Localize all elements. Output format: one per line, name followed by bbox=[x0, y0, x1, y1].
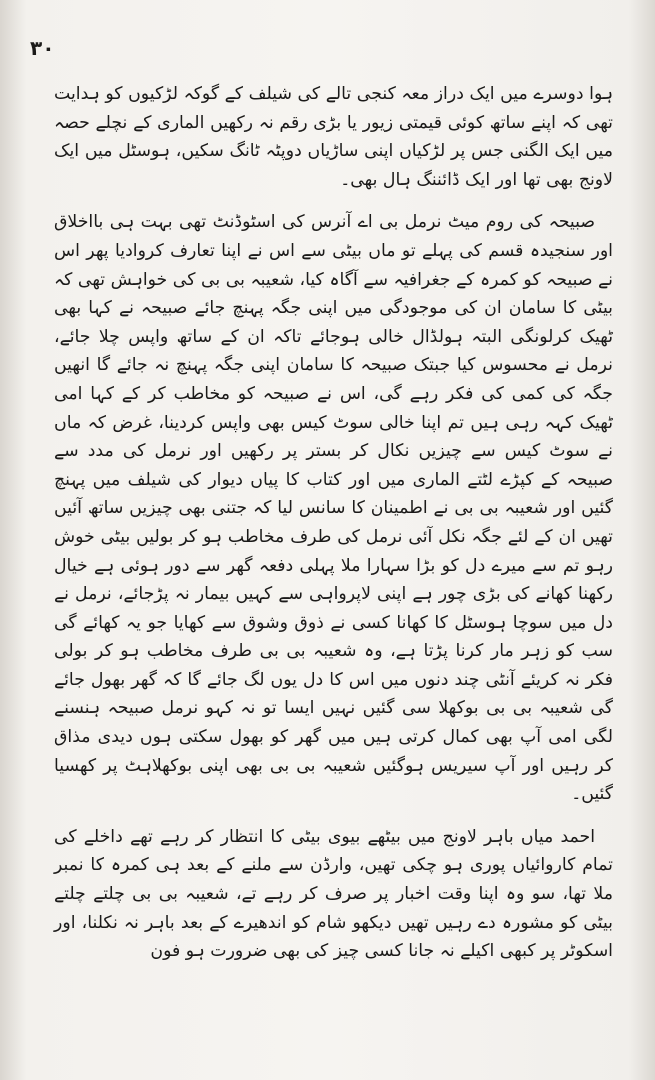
paragraph-3: احمد میاں باہر لاونج میں بیٹھے بیوی بیٹی کا انتظار کر رہے تھے داخلے کی تمام کاروائیاں پوری ہو چکی تھیں، وارڈن سے ملنے کے بعد ہی کمرہ کا نمبر ملا تھا، سو وہ اپنا وقت اخبار پر صرف کر رہے تے، شعیبہ بی بی چلتے چلتے بیٹی کو مشورہ دے رہیں تھیں دیکھو شام کو اندھیرے کے بعد باہر نہ نکلنا، اور اسکوٹر پر کبھی اکیلے نہ جانا کسی چیز کی بھی ضرورت ہو فون bbox=[54, 826, 613, 962]
paragraph-1: ہوا دوسرے میں ایک دراز معہ کنجی تالے کی شیلف کے گوکہ لڑکیوں کو ہدایت تھی کہ اپنے ساتھ کوئی قیمتی زیور یا بڑی رقم نہ رکھیں الماری کے نچلے حصہ میں ایک الگنی جس پر لڑکیاں اپنی ساڑیاں دوپٹہ ٹانگ سکیں، ہوسٹل میں ایک لاونج بھی تھا اور ایک ڈائننگ ہال بھی۔ bbox=[54, 84, 613, 190]
page-body-text bbox=[54, 80, 613, 980]
paragraph-2: صبیحہ کی روم میٹ نرمل بی اے آنرس کی اسٹوڈنٹ تھی بہت ہی بااخلاق اور سنجیدہ قسم کی پہلے تو ماں بیٹی سے اس نے اپنا تعارف کروادیا پھر اس نے صبیحہ کو کمرہ کے جغرافیہ سے آگاہ کیا، شعیبہ بی بی کی خواہش تھی کہ بیٹی کا سامان ان کی موجودگی میں اپنی جگہ پہنچ جائے صبیحہ نے کہا بھی ٹھیک کرلونگی البتہ ہولڈال خالی ہوجائے تاکہ ان کے ساتھ واپس چلا جائے، نرمل نے محسوس کیا جبتک صبیحہ کا سامان اپنی جگہ پہنچ نہ جائے گا انھیں جگہ کی کمی کی فکر رہے گی، اس نے صبیحہ کو مخاطب کر کے کہا امی ٹھیک کہہ رہی ہیں تم اپنا خالی سوٹ کیس بھی واپس کردینا، غرض کہ ماں نے سوٹ کیس سے چیزیں نکال کر بستر پر رکھیں اور نرمل کی مدد سے صبیحہ کے کپڑے لٹتے الماری میں اور کتاب کا پیاں دیوار کی شیلف میں پہنچ گئیں اور شعیبہ بی بی نے اطمینان کا سانس لیا کہ جتنی بھی چیزیں ساتھ آئیں تھیں ان کے لئے جگہ نکل آئی نرمل کی طرف مخاطب ہو کر بولیں بیٹی خوش رہو تم سے میرے دل کو بڑا سہارا ملا پہلی دفعہ گھر سے دور ہوئی ہے خیال رکھنا کھانے کی بڑی چور ہے اپنی لاپرواہی سے کہیں بیمار نہ پڑجائے، نرمل نے دل میں سوچا ہوسٹل کا کھانا کسی نے ذوق وشوق سے کھایا جو یہ کھائے گی سب کو زہر مار کرنا پڑتا ہے، وہ شعیبہ بی بی طرف مخاطب ہو کر بولی فکر نہ کریئے آنٹی چند دنوں میں اس کا دل یوں لگ جائے گا کہ گھر بھول جائے گی شعیبہ بی بی بوکھلا سی گئیں نہیں ایسا تو نہ کہو نرمل صبیحہ ہنسنے لگی امی آپ بھی کمال کرتی ہیں میں گھر کو بھول سکتی ہوں دیدی مذاق کر رہیں اور آپ سیریس ہوگئیں شعیبہ بی بی بھی اپنی بوکھلاہٹ پر کھسیا گئیں۔ bbox=[54, 212, 613, 805]
page-number: ۳۰ bbox=[30, 36, 55, 60]
